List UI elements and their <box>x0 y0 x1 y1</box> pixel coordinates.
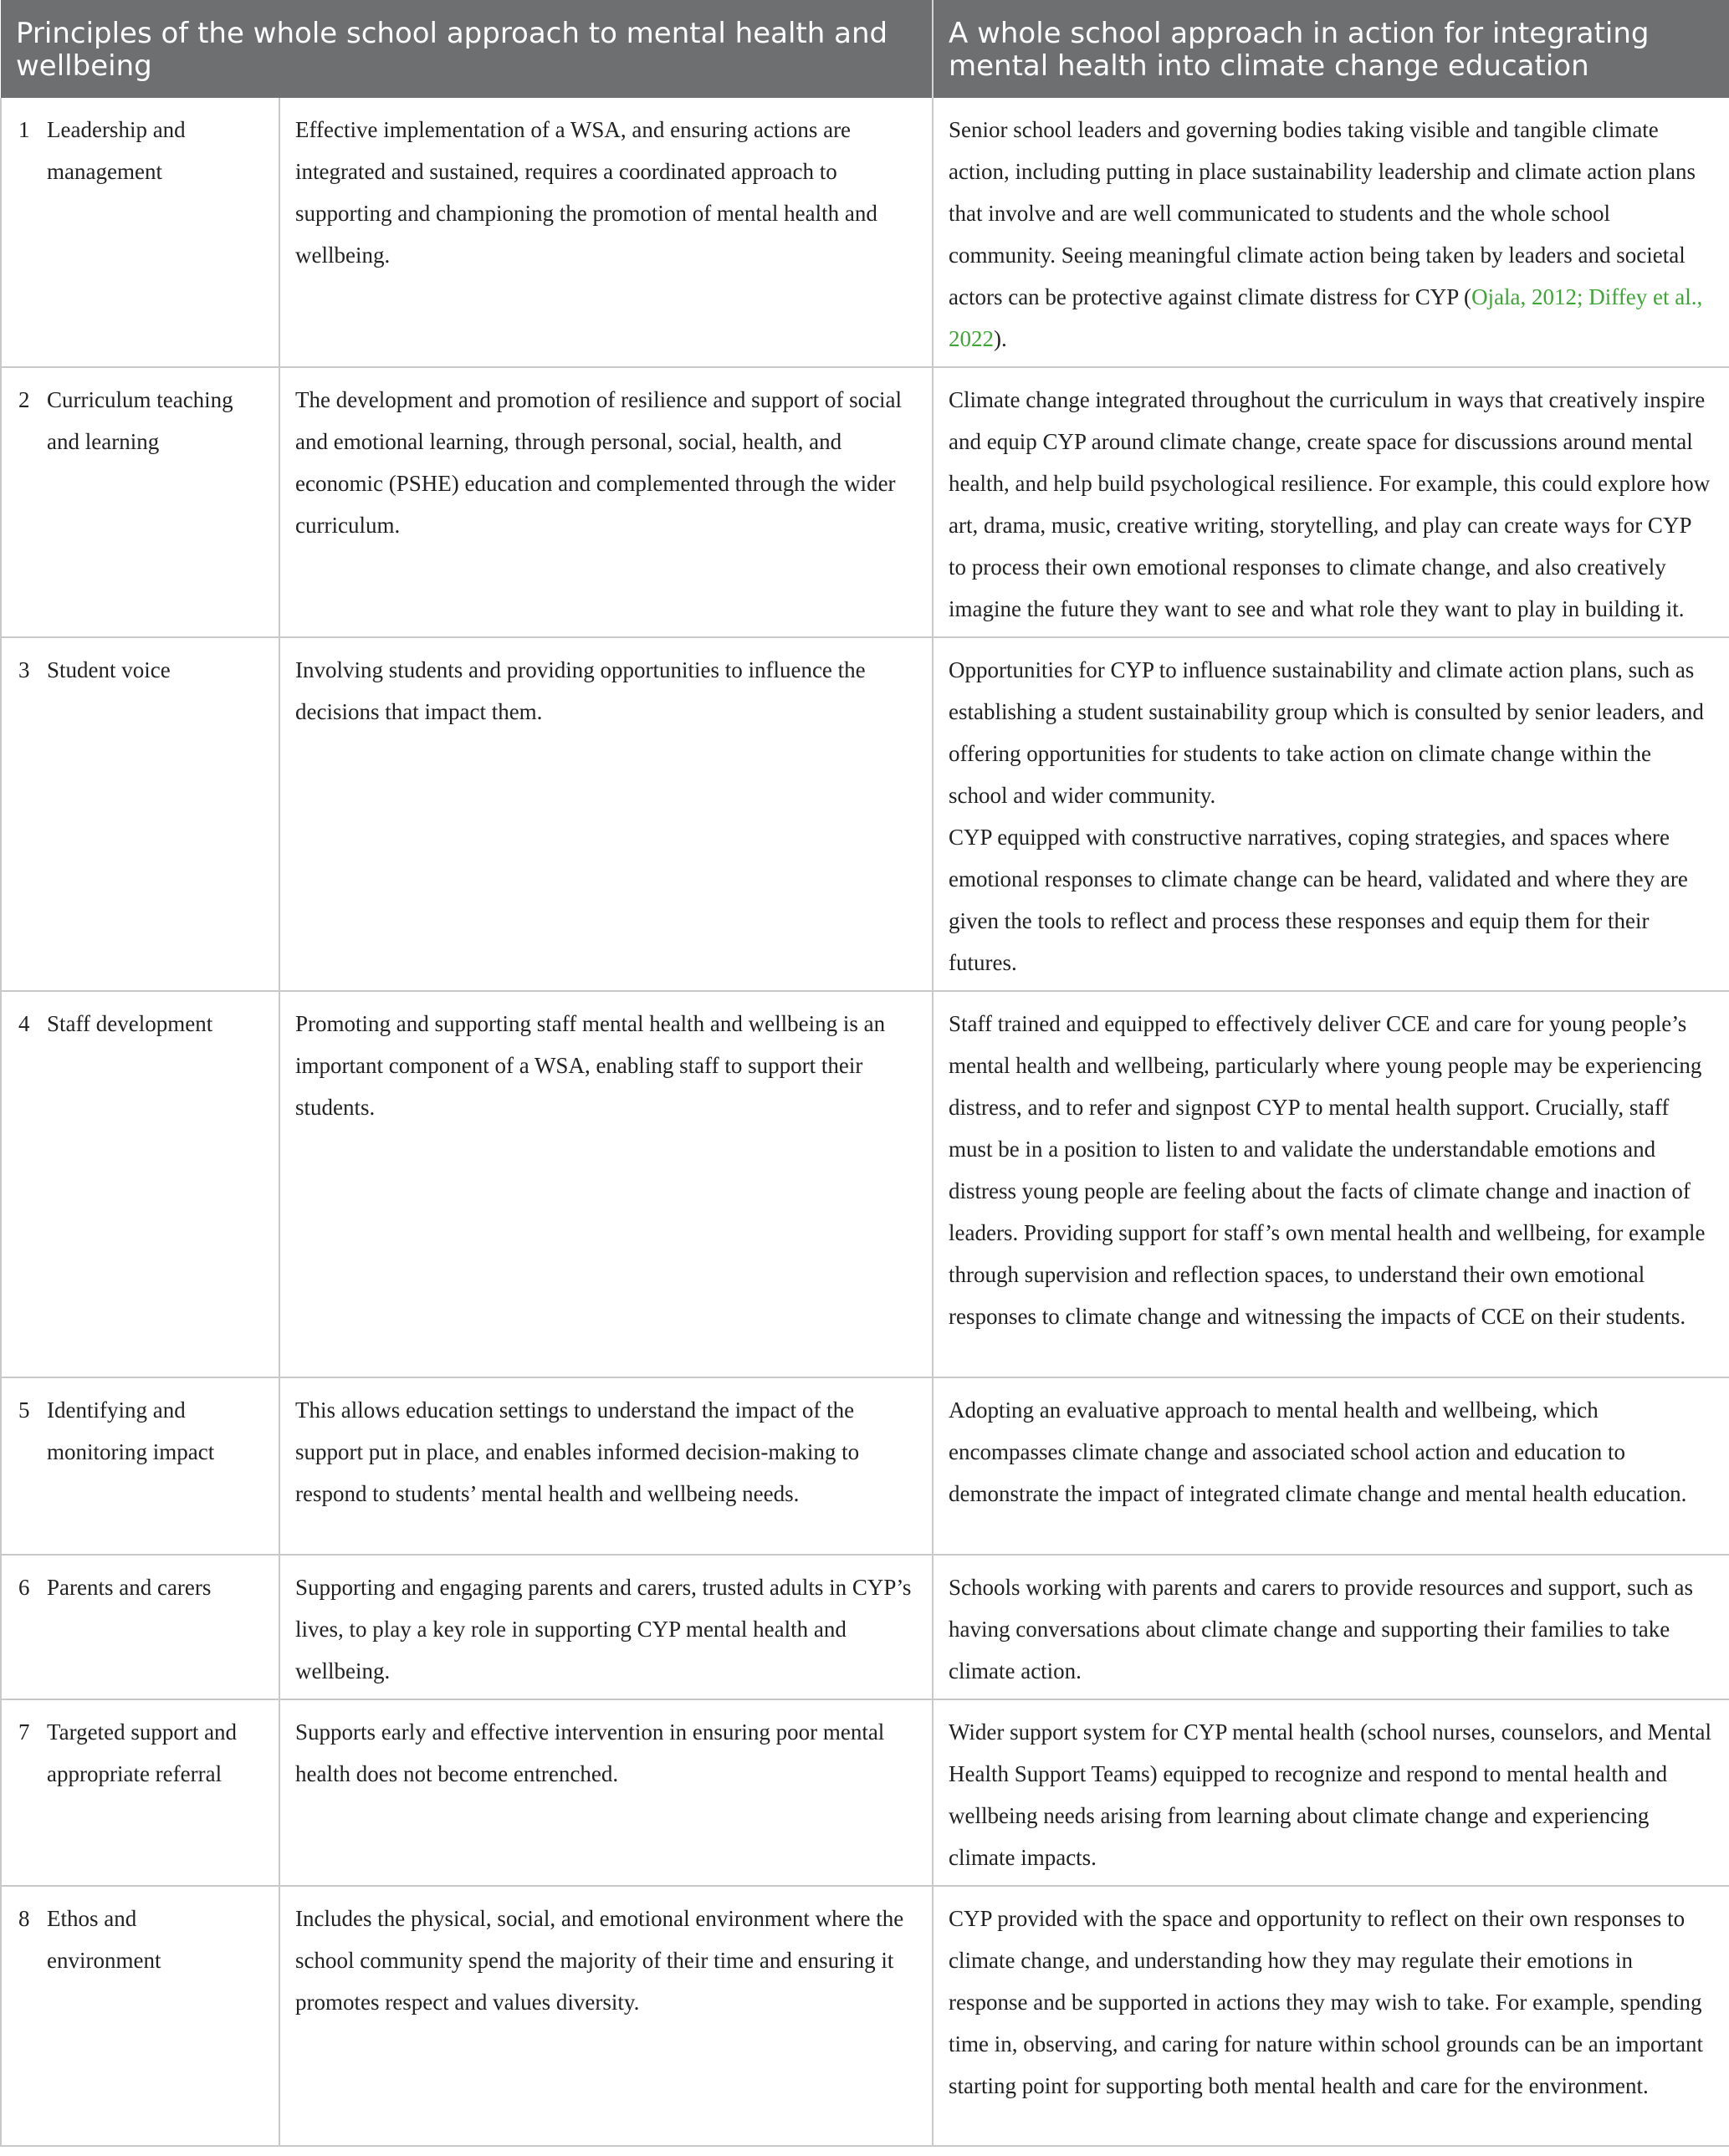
principle-name-cell <box>1 1377 279 1555</box>
table-header-row <box>1 0 1729 98</box>
action-description: Schools working with parents and carers to provide resources and support, such as having conversations about climate change and supporting their families to take climate action. <box>933 1555 1729 1699</box>
row-number: 1 <box>18 117 30 142</box>
principle-description: Supports early and effective intervention in ensuring poor mental health does not become entrenched. <box>279 1699 933 1886</box>
principle-description: This allows education settings to understand the impact of the support put in place, and enables informed decision-making to respond to students’ mental health and wellbeing needs. <box>279 1377 933 1555</box>
table-row <box>1 637 1729 991</box>
principle-name-cell <box>1 991 279 1377</box>
action-description: Wider support system for CYP mental health (school nurses, counselors, and Mental Health Support Teams) equipped to recognize and respond to mental health and wellbeing needs arising from learning about climate change and experiencing climate impacts. <box>933 1699 1729 1886</box>
principle-name: Targeted support and appropriate referral <box>47 1719 238 1786</box>
action-description: Climate change integrated throughout the curriculum in ways that creatively inspire and equip CYP around climate change, create space for discussions around mental health, and help build psychological resilience. For example, this could explore how art, drama, music, creative writing, storytelling, and play can create ways for CYP to process their own emotional responses to climate change, and also creatively imagine the future they want to see and what role they want to play in building it. <box>933 367 1729 637</box>
table-row <box>1 98 1729 367</box>
principle-name-cell <box>1 98 279 367</box>
principle-name-cell <box>1 1555 279 1699</box>
row-number: 7 <box>18 1719 30 1745</box>
row-number: 4 <box>18 1011 30 1036</box>
principle-name: Curriculum teaching and learning <box>47 387 233 454</box>
table-row <box>1 1886 1729 2146</box>
action-description: CYP provided with the space and opportunity to reflect on their own responses to climate change, and understanding how they may regulate their emotions in response and be supported in actions they may wish to take. For example, spending time in, observing, and caring for nature within school grounds can be an important starting point for supporting both mental health and care for the environment. <box>933 1886 1729 2146</box>
principle-name: Identifying and monitoring impact <box>47 1397 215 1464</box>
principle-name: Parents and carers <box>47 1575 212 1600</box>
table-row <box>1 1377 1729 1555</box>
principle-description: Promoting and supporting staff mental health and wellbeing is an important component of a WSA, enabling staff to support their students. <box>279 991 933 1377</box>
action-text: Senior school leaders and governing bodies taking visible and tangible climate action, including putting in place sustainability leadership and climate action plans that involve and are well communicated to students and the whole school community. Seeing meaningful climate action being taken by leaders and societal actors can be protective against climate distress for CYP ( <box>949 117 1696 309</box>
action-text-end: ). <box>994 326 1007 351</box>
table-row <box>1 991 1729 1377</box>
action-description: Adopting an evaluative approach to mental health and wellbeing, which encompasses climate change and associated school action and education to demonstrate the impact of integrated climate change and mental health education. <box>933 1377 1729 1555</box>
row-number: 5 <box>18 1397 30 1423</box>
table-row <box>1 367 1729 637</box>
row-number: 6 <box>18 1575 30 1600</box>
principle-name: Ethos and environment <box>47 1906 161 1973</box>
principle-name: Student voice <box>47 657 171 682</box>
principle-name-cell <box>1 367 279 637</box>
header-principles: Principles of the whole school approach to mental health and wellbeing <box>1 0 933 98</box>
principle-name: Leadership and management <box>47 117 186 184</box>
row-number: 8 <box>18 1906 30 1931</box>
principle-name-cell <box>1 1886 279 2146</box>
principle-description: Includes the physical, social, and emotional environment where the school community spend the majority of their time and ensuring it promotes respect and values diversity. <box>279 1886 933 2146</box>
principle-name: Staff development <box>47 1011 213 1036</box>
row-number: 3 <box>18 657 30 682</box>
table-row <box>1 1555 1729 1699</box>
header-action: A whole school approach in action for integrating mental health into climate change education <box>933 0 1729 98</box>
citation-link[interactable]: Ojala, 2012; Diffey et al., 2022 <box>949 284 1703 351</box>
action-paragraph: CYP equipped with constructive narratives, coping strategies, and spaces where emotional responses to climate change can be heard, validated and where they are given the tools to reflect and process these responses and equip them for their futures. <box>949 825 1688 975</box>
principle-name-cell <box>1 637 279 991</box>
principle-name-cell <box>1 1699 279 1886</box>
action-paragraph: Opportunities for CYP to influence sustainability and climate action plans, such as establishing a student sustainability group which is consulted by senior leaders, and offering opportunities for students to take action on climate change within the school and wider community. <box>949 657 1704 808</box>
row-number: 2 <box>18 387 30 412</box>
action-description <box>933 98 1729 367</box>
action-description <box>933 637 1729 991</box>
action-description: Staff trained and equipped to effectively deliver CCE and care for young people’s mental health and wellbeing, particularly where young people may be experiencing distress, and to refer and signpost CYP to mental health support. Crucially, staff must be in a position to listen to and validate the understandable emotions and distress young people are feeling about the facts of climate change and inaction of leaders. Providing support for staff’s own mental health and wellbeing, for example through supervision and reflection spaces, to understand their own emotional responses to climate change and witnessing the impacts of CCE on their students. <box>933 991 1729 1377</box>
table-row <box>1 1699 1729 1886</box>
principle-description: Effective implementation of a WSA, and ensuring actions are integrated and sustained, requires a coordinated approach to supporting and championing the promotion of mental health and wellbeing. <box>279 98 933 367</box>
principle-description: The development and promotion of resilience and support of social and emotional learning, through personal, social, health, and economic (PSHE) education and complemented through the wider curriculum. <box>279 367 933 637</box>
principle-description: Involving students and providing opportunities to influence the decisions that impact them. <box>279 637 933 991</box>
principle-description: Supporting and engaging parents and carers, trusted adults in CYP’s lives, to play a key role in supporting CYP mental health and wellbeing. <box>279 1555 933 1699</box>
